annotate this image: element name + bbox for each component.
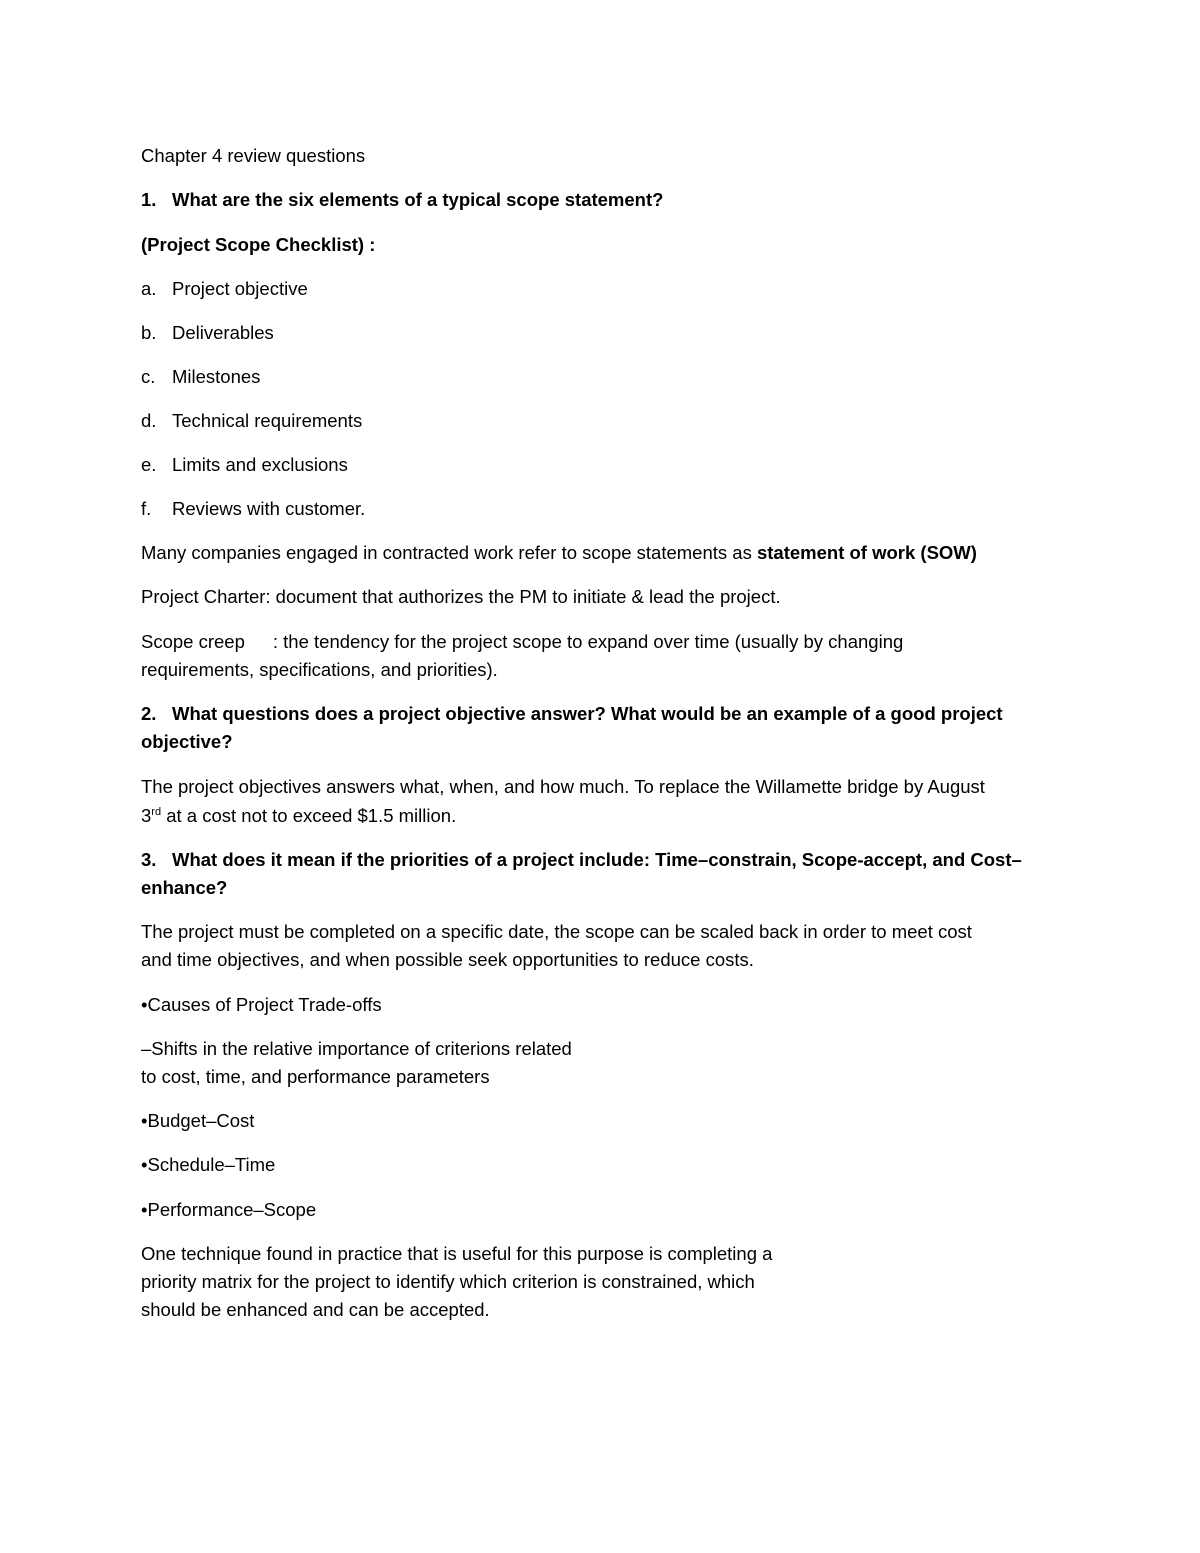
list-marker: c. [141,366,156,387]
sow-text: Many companies engaged in contracted work refer to scope statements as [141,542,757,563]
tradeoffs-shift-line-1: –Shifts in the relative importance of criterions related [141,1038,572,1059]
bullet-schedule: •Schedule–Time [141,1154,276,1175]
list-marker: d. [141,410,157,431]
question-number: 2. [141,703,157,724]
scope-creep-line-2: requirements, specifications, and priorities). [141,659,498,680]
answer-2-line-2 [141,802,456,830]
answer-3-line-2: and time objectives, and when possible seek opportunities to reduce costs. [141,949,754,970]
question-1 [141,186,663,214]
question-text: What does it mean if the priorities of a project include: Time–constrain, Scope-accept, and Cost– [172,849,1022,870]
list-text: Deliverables [172,322,274,343]
bullet-performance: •Performance–Scope [141,1199,317,1220]
technique-line-2: priority matrix for the project to identify which criterion is constrained, which [141,1271,755,1292]
list-item [141,319,274,347]
scope-creep-line-1 [141,628,903,656]
tradeoffs-shift-line-2: to cost, time, and performance parameters [141,1066,490,1087]
list-item [141,275,308,303]
list-marker: a. [141,278,157,299]
technique-line-3: should be enhanced and can be accepted. [141,1299,490,1320]
question-text: What questions does a project objective answer? What would be an example of a good project [172,703,1003,724]
question-2-continued: objective? [141,731,233,752]
question-3 [141,846,1022,874]
technique-line-1: One technique found in practice that is useful for this purpose is completing a [141,1243,773,1264]
list-text: Reviews with customer. [172,498,366,519]
scope-creep-term: Scope creep [141,631,245,652]
question-text: What are the six elements of a typical scope statement? [172,189,664,210]
ordinal-suffix: rd [151,805,162,818]
list-marker: e. [141,454,157,475]
question-2 [141,700,1003,728]
list-marker: f. [141,498,152,519]
bullet-budget: •Budget–Cost [141,1110,255,1131]
question-number: 3. [141,849,157,870]
list-item [141,363,260,391]
scope-creep-definition: : the tendency for the project scope to expand over time (usually by changing [272,631,904,652]
sow-term: statement of work (SOW) [756,542,977,563]
list-text: Technical requirements [172,410,363,431]
question-number: 1. [141,189,157,210]
charter-paragraph: Project Charter: document that authorizes the PM to initiate & lead the project. [141,586,781,607]
question-3-continued: enhance? [141,877,228,898]
answer-3-line-1: The project must be completed on a specific date, the scope can be scaled back in order to meet cost [141,921,972,942]
list-text: Project objective [172,278,308,299]
list-item [141,495,365,523]
tradeoffs-heading: •Causes of Project Trade-offs [141,994,382,1015]
list-item [141,451,348,479]
list-marker: b. [141,322,157,343]
list-text: Milestones [172,366,261,387]
answer-text: at a cost not to exceed $1.5 million. [161,805,457,826]
document-title: Chapter 4 review questions [141,145,366,166]
answer-text: 3 [141,805,152,826]
sow-paragraph [141,539,977,567]
list-text: Limits and exclusions [172,454,348,475]
checklist-heading: (Project Scope Checklist) : [141,234,376,255]
list-item [141,407,362,435]
answer-2-line-1: The project objectives answers what, when, and how much. To replace the Willamette bridge by August [141,776,985,797]
